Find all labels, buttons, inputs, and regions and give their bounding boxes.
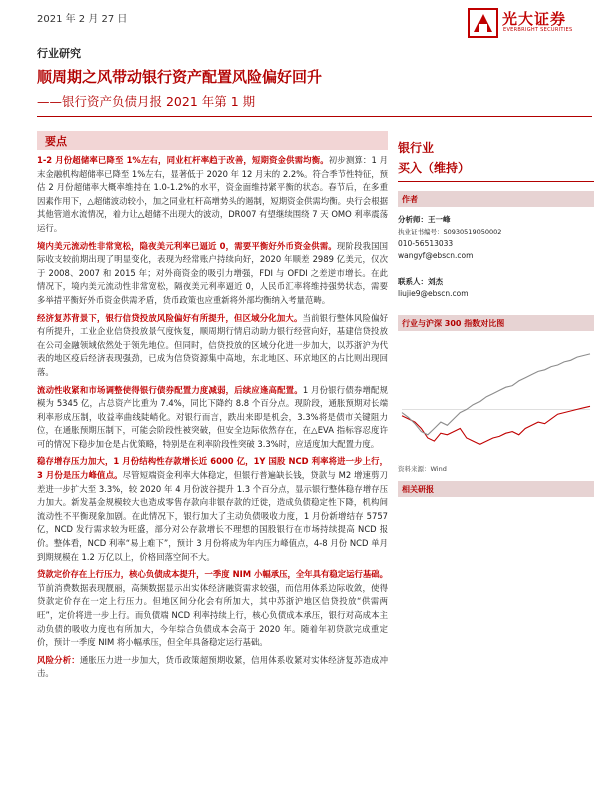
paragraph-highlight: 稳存增存压力加大，1 月份结构性存款增长近 6000 亿，1Y 国股 NCD 利率将进一步上行，3 月份是压力峰值点。 — [37, 456, 388, 481]
chart-series-line-0 — [402, 406, 590, 444]
paragraph-nim — [37, 568, 388, 650]
author-bar — [398, 191, 594, 207]
paragraph-highlight: 经济复苏背景下，银行信贷投放风险偏好有所提升，但区域分化加大。 — [37, 312, 303, 323]
paragraph-text: 1 月份银行债券增配规模为 5345 亿，占总资产比重为 7.4%，同比下降约 8.8 个百分点。现阶段，通胀预期对长端利率形成压制，收益率曲线陡峭化。对银行而言，跌出来即是机会，3.3%将是债市关键阻力位，在通胀预期压制下，可能会阶段性被突破，但安全边际依然存在，在△EVA 指标容忍度许可的情况下稳步加仓是占优策略，特别是在利率阶段性突破 3.3%时，应适度加大配置力度。 — [37, 384, 388, 449]
sidebar-industry: 银行业 — [398, 141, 435, 155]
report-title: 顺周期之风带动银行资产配置风险偏好回升 — [37, 68, 323, 86]
paragraph-highlight: 贷款定价存在上行压力，核心负债成本提升，一季度 NIM 小幅承压，全年具有稳定运行基础。 — [37, 569, 388, 580]
paragraph-deposit — [37, 455, 388, 564]
paragraph-text: 当前银行整体风险偏好有所提升，工业企业信贷投放景气度恢复，顺周期行情启动助力银行经营向好，基建信贷投放在公司金融领域依然处于领先地位。但同时，信贷投放的区域分化进一步加大，以苏浙沪为代表的地区疫后经济表现强劲，已成为信贷资源集中高地，东北地区、环京地区的占比则出现回落。 — [37, 312, 389, 377]
paragraph-text: 现阶段我国国际收支较前期出现了明显变化，表现为经常账户持续向好，2020 年顺差 2989 亿美元，仅次于 2008、2007 和 2015 年；对外商资金的吸引力增强，FDI 与 OFDI 之差逆市增长。在此情况下，境内美元流动性非常宽松，隔夜美元利率逼近 0，人民币汇率将维持强势状态，需要多举措平衡好外币资金供需矛盾，货币政策也应重新将外部均衡纳入考量范畴。 — [37, 240, 388, 305]
analyst-phone: 010-56513033 — [398, 239, 454, 248]
logo-mark-icon — [468, 8, 498, 38]
contact-name: 联系人：刘杰 — [398, 277, 443, 286]
analyst-email[interactable]: wangyf@ebscn.com — [398, 251, 474, 260]
key-points-bar — [37, 131, 388, 150]
chart-series-line-1 — [402, 354, 590, 435]
industry-vs-index-chart — [398, 340, 594, 465]
sidebar-divider — [398, 181, 594, 182]
paragraph-text: 尽管短端资金利率大体稳定，但银行普遍缺长钱，贷款与 M2 增速剪刀差进一步扩大至 3.3%，较 2020 年 4 月份波谷提升 1.3 个百分点，显示银行整体稳存增存压力加大。新发基金规模较大也造成零售存款向非银存款的迁徙，造成负债稳定性下降，机构间流动性不平衡现象加剧。在此情况下，银行加大了主动负债吸收力度，1 月份新增结存 5757 亿，NCD 发行需求较为旺盛，部分对公存款增长不理想的国股银行在市场持续提高 NCD 报价。整体看，NCD 利率“易上难下”，预计 3 月份将成为年内压力峰值点，4-8 月份 NCD 单月到期规模在 1.2 万亿以上，价格回落空间不大。 — [37, 470, 388, 562]
key-points-label: 要点 — [45, 135, 67, 148]
paragraph-bond — [37, 384, 388, 452]
report-date: 2021 年 2 月 27 日 — [37, 14, 128, 25]
company-logo — [468, 6, 594, 40]
title-divider — [37, 116, 592, 117]
analyst-cert: 执业证书编号：S0930519050002 — [398, 228, 502, 236]
paragraph-liquidity — [37, 154, 388, 236]
contact-email[interactable]: liujie9@ebscn.com — [398, 289, 469, 298]
paragraph-credit — [37, 312, 388, 380]
paragraph-text: 初步测算：1 月末金融机构超储率已降至 1%左右，显著低于 2020 年 12 月末的 2.2%。符合季节性特征，预估 2 月份超储率大概率维持在 1.0-1.2%的水平，资金面维持紧平衡的状态。春节后，在多重因素作用下，△超储波动较小，加之同业杠杆高增势头的遏制，短期资金供需均衡。央行会根据其他管道水流情况，着力让△超储不出现大的波动，DR007 有望继续围绕 7 天 OMO 利率震荡运行。 — [37, 155, 388, 233]
author-label: 作者 — [402, 195, 418, 204]
logo-text-cn: 光大证券 — [502, 10, 567, 28]
paragraph-highlight: 流动性收紧和市场调整使得银行债券配置力度减弱，后续应逢高配置。 — [37, 384, 303, 395]
paragraph-risk — [37, 654, 388, 681]
chart-source: 资料来源：Wind — [398, 465, 447, 473]
related-reports-label: 相关研报 — [402, 485, 434, 494]
sidebar-rating: 买入（维持） — [398, 161, 471, 175]
analyst-info — [398, 214, 501, 262]
paragraph-highlight: 1-2 月份超储率已降至 1%左右，同业杠杆率趋于改善，短期资金供需均衡。 — [37, 155, 329, 165]
report-subtitle: ——银行资产负债月报 2021 年第 1 期 — [37, 94, 256, 109]
report-category: 行业研究 — [37, 47, 81, 60]
key-points-body — [37, 154, 388, 685]
paragraph-fx — [37, 240, 388, 308]
analyst-name: 分析师：王一峰 — [398, 215, 451, 224]
paragraph-highlight: 风险分析： — [37, 654, 80, 665]
logo-text-en: EVERBRIGHT SECURITIES — [503, 27, 573, 33]
paragraph-highlight: 境内美元流动性非常宽松，隐夜美元利率已逼近 0，需要平衡好外币资金供需。 — [37, 240, 337, 251]
paragraph-text: 节前消费数据表现靓丽，高频数据显示出实体经济融资需求较强，而信用体系边际收敛，使得贷款定价存在一定上行压力。但地区间分化会有所加大，其中苏浙沪地区信贷投放“供需两旺”，定价将进一步上行。而负债端 NCD 利率持续上行，核心负债成本承压，银行对高成本主动负债的吸收力度也有所加大，今年综合负债成本会高于 2020 年。随着年初贷款完成重定价，预计一季度 NIM 将小幅承压，但全年具备稳定运行基础。 — [37, 582, 388, 648]
chart-label: 行业与沪深 300 指数对比图 — [402, 319, 505, 328]
contact-info — [398, 276, 469, 300]
paragraph-text: 通胀压力进一步加大，货币政策超预期收紧，信用体系收紧对实体经济复苏造成冲击。 — [37, 654, 388, 679]
